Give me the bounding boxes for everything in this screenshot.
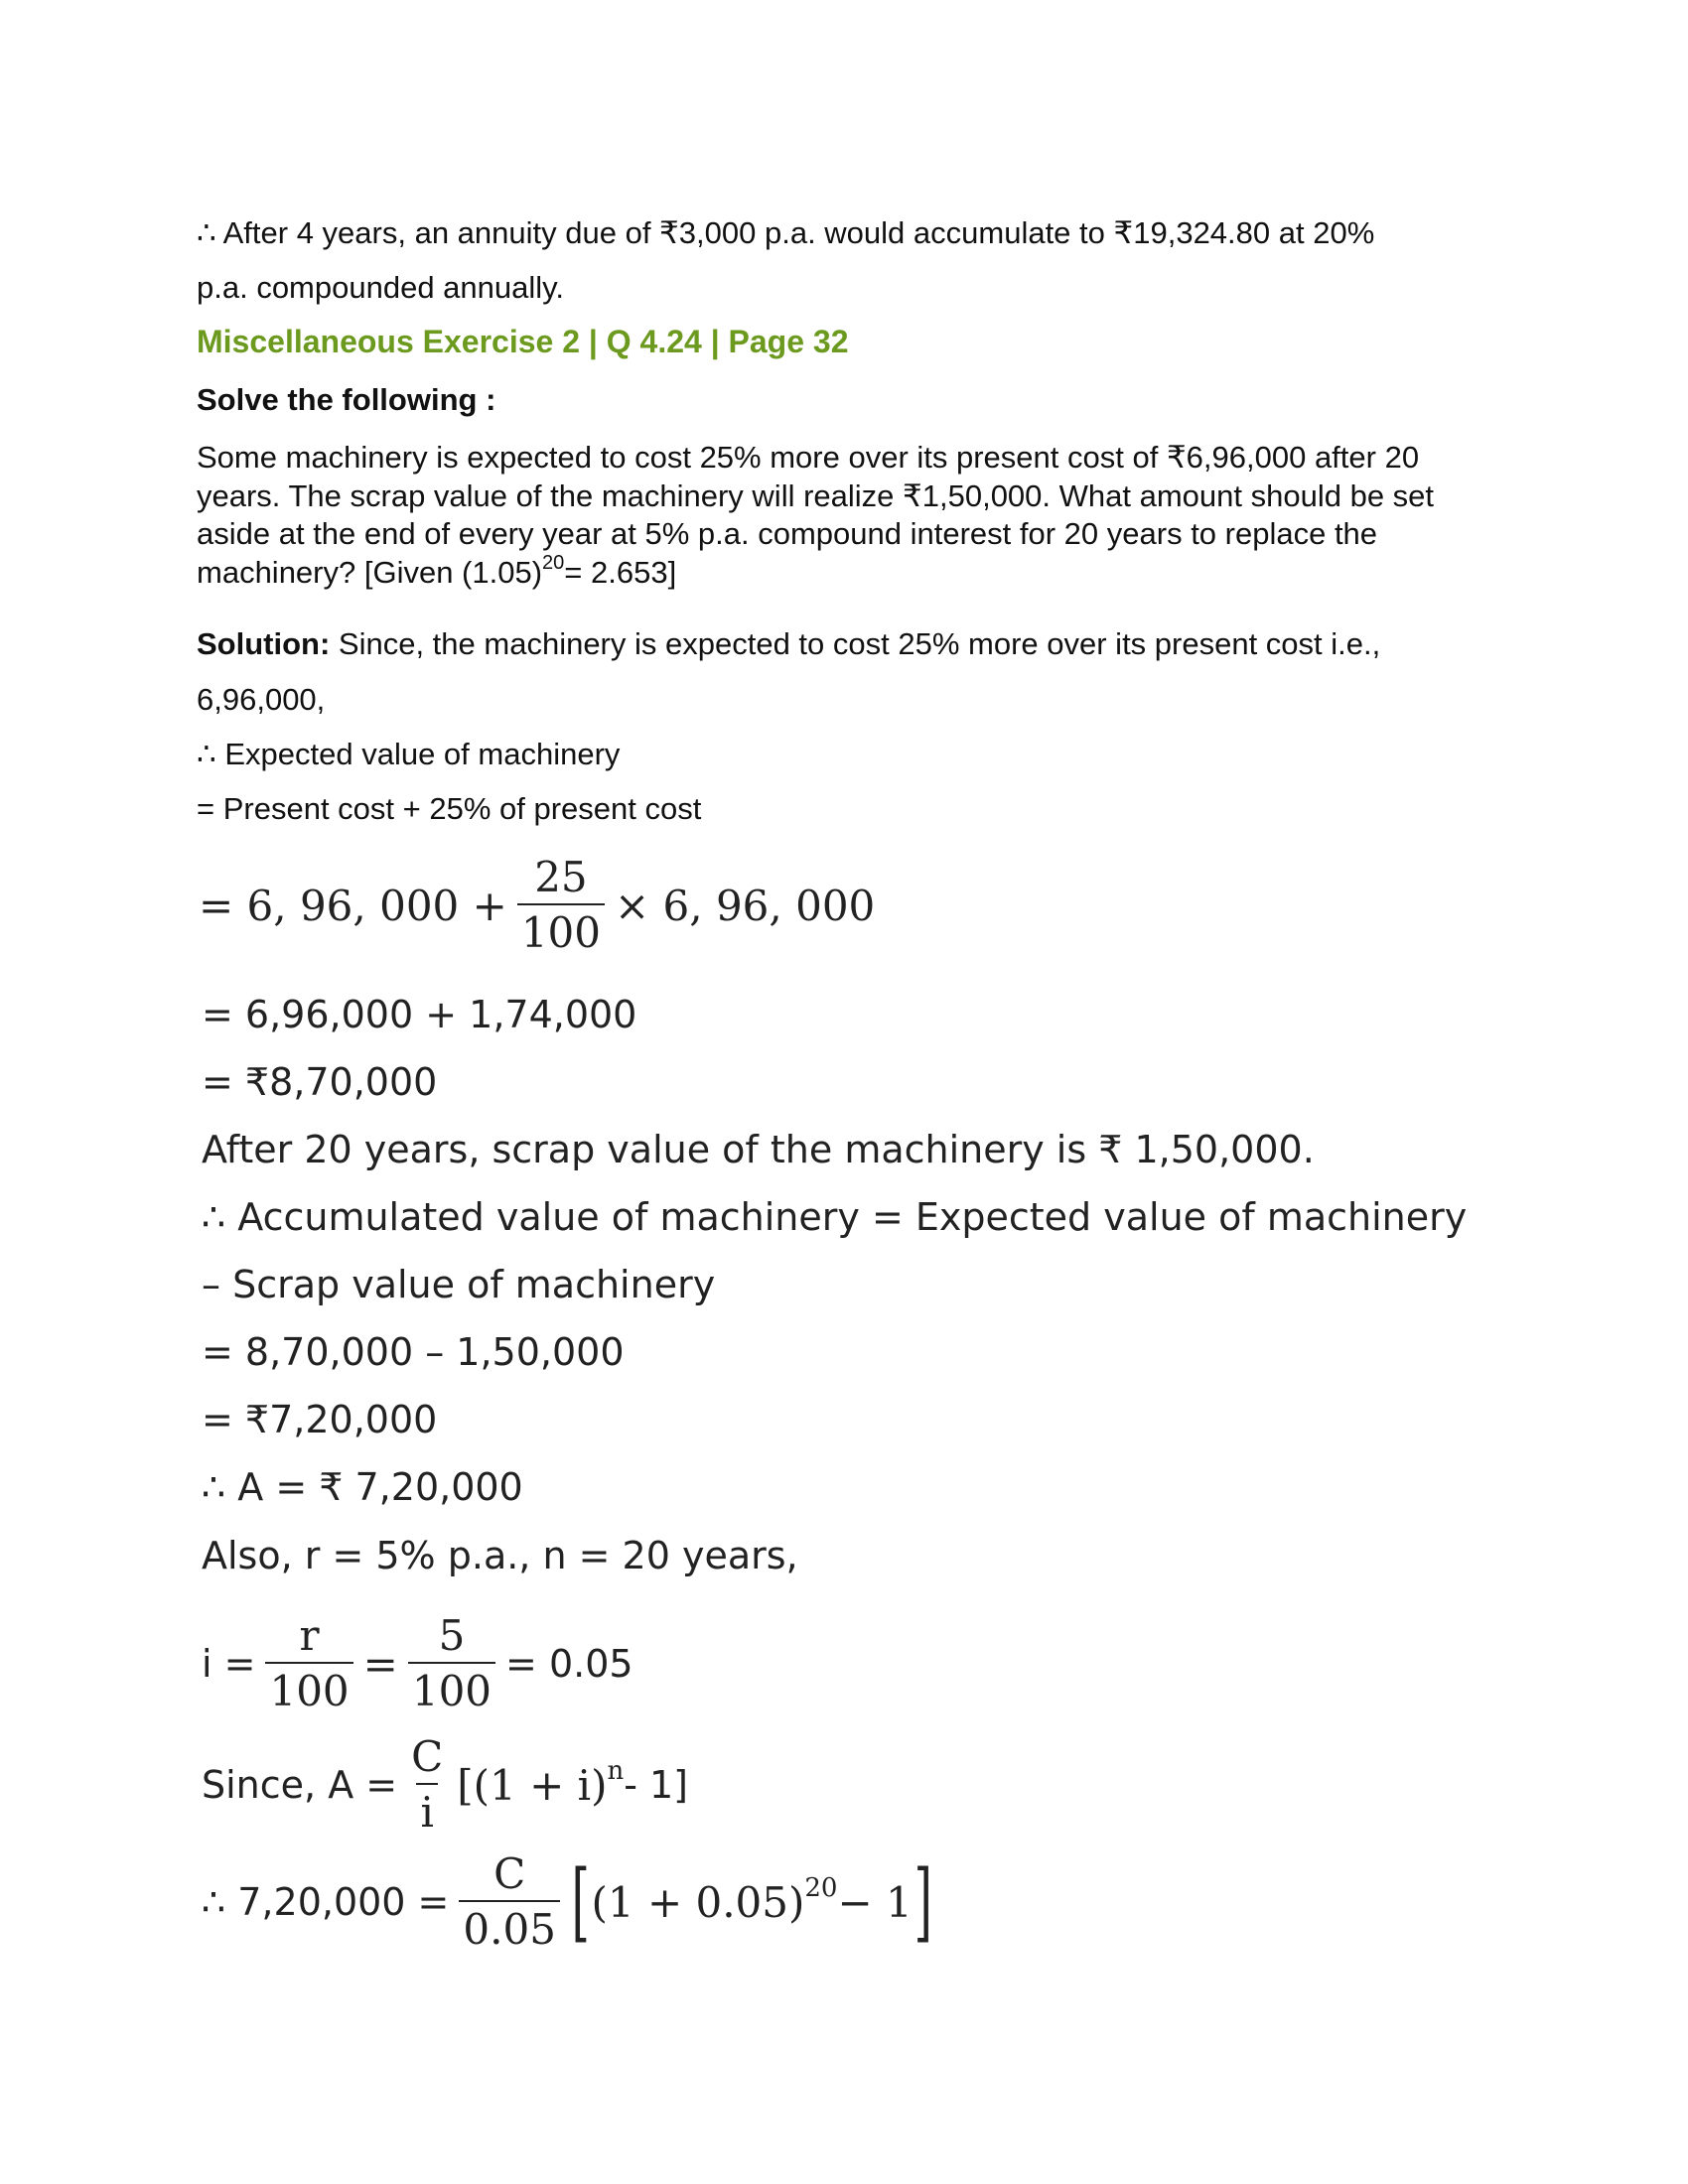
step-13-end: − 1 xyxy=(837,1877,913,1927)
step-12-prefix: Since, A = xyxy=(202,1763,398,1808)
step-13-prefix: ∴ 7,20,000 = xyxy=(202,1880,450,1925)
question-exponent: 20 xyxy=(542,552,565,575)
step-6: – Scrap value of machinery xyxy=(202,1263,716,1306)
step-9: ∴ A = ₹ 7,20,000 xyxy=(202,1465,523,1509)
step-1-prefix: = 6, 96, 000 + xyxy=(199,881,507,930)
step-13-fraction xyxy=(459,1849,560,1955)
step-12-denominator: i xyxy=(416,1783,437,1835)
step-11-equation xyxy=(202,1611,633,1716)
step-12-exponent: n xyxy=(607,1756,625,1787)
question-text xyxy=(197,439,1507,592)
question-end: = 2.653] xyxy=(564,554,677,590)
step-11-prefix: i = xyxy=(202,1642,256,1687)
step-12-fraction xyxy=(407,1732,447,1838)
step-12-numerator: C xyxy=(411,1732,444,1781)
left-bracket-icon: [ xyxy=(571,1852,590,1953)
intro-line-1: ∴ After 4 years, an annuity due of ₹3,000 p.a. would accumulate to ₹19,324.80 at 20% xyxy=(197,215,1375,250)
step-1-equation xyxy=(199,853,876,958)
step-12-body: [(1 + i) xyxy=(457,1760,608,1810)
step-11-denominator-2: 100 xyxy=(408,1662,495,1713)
solution-line-4: = Present cost + 25% of present cost xyxy=(197,791,702,826)
solution-label: Solution: xyxy=(197,626,331,661)
step-1-fraction xyxy=(517,853,605,958)
step-12-end: - 1] xyxy=(624,1763,689,1808)
exercise-heading[interactable]: Miscellaneous Exercise 2 | Q 4.24 | Page 32 xyxy=(197,324,849,359)
step-11-equals: = xyxy=(362,1639,398,1689)
step-13-exponent: 20 xyxy=(804,1873,838,1904)
solution-line-2: 6,96,000, xyxy=(197,682,326,717)
step-3: = ₹8,70,000 xyxy=(202,1060,438,1104)
solution-text: Since, the machinery is expected to cost 25% more over its present cost i.e., xyxy=(330,626,1381,661)
step-11-fraction-1 xyxy=(265,1611,352,1716)
step-13-equation xyxy=(202,1849,933,1955)
step-13-numerator: C xyxy=(493,1849,526,1898)
question-body: Some machinery is expected to cost 25% more over its present cost of ₹6,96,000 after 20 years. The scrap value of the machinery will realize ₹1,50,000. What amount should be set aside at the end of every year at 5% p.a. compound interest for 20 years to replace the machinery? [Given (1.05) xyxy=(197,440,1435,590)
solution-line-1 xyxy=(197,625,1380,662)
step-8: = ₹7,20,000 xyxy=(202,1398,438,1441)
step-11-denominator-1: 100 xyxy=(265,1662,352,1713)
step-4: After 20 years, scrap value of the machinery is ₹ 1,50,000. xyxy=(202,1128,1315,1171)
step-1-suffix: × 6, 96, 000 xyxy=(615,881,876,930)
step-13-body: (1 + 0.05) xyxy=(591,1877,805,1927)
step-5: ∴ Accumulated value of machinery = Expected value of machinery xyxy=(202,1195,1468,1239)
step-13-denominator: 0.05 xyxy=(459,1900,560,1952)
step-1-numerator: 25 xyxy=(534,853,588,901)
step-12-equation xyxy=(202,1732,689,1838)
step-1-denominator: 100 xyxy=(517,903,605,955)
step-7: = 8,70,000 – 1,50,000 xyxy=(202,1330,625,1374)
step-11-suffix: = 0.05 xyxy=(505,1642,633,1687)
step-11-numerator-2: 5 xyxy=(438,1611,466,1660)
step-10: Also, r = 5% p.a., n = 20 years, xyxy=(202,1534,798,1577)
intro-line-2: p.a. compounded annually. xyxy=(197,270,564,305)
right-bracket-icon: ] xyxy=(914,1852,932,1953)
solution-line-3: ∴ Expected value of machinery xyxy=(197,737,621,771)
prompt-label: Solve the following : xyxy=(197,382,496,417)
step-2: = 6,96,000 + 1,74,000 xyxy=(202,993,637,1036)
step-11-fraction-2 xyxy=(408,1611,495,1716)
step-11-numerator-1: r xyxy=(299,1611,320,1660)
